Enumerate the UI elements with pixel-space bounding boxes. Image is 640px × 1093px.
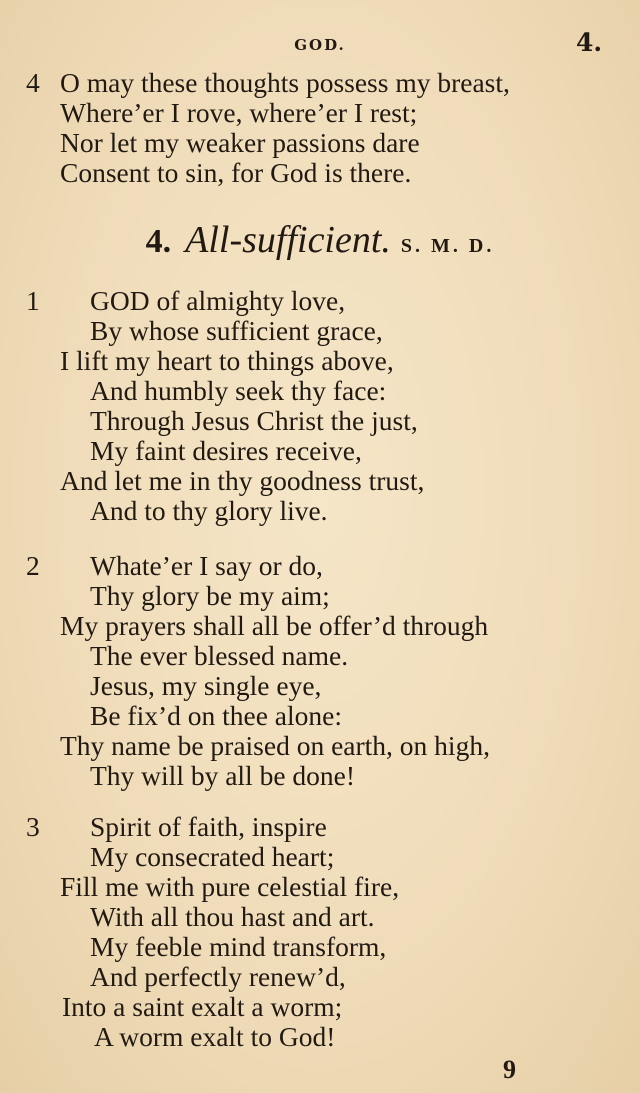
hymn-meter: S. M. D. [400,235,495,257]
verse-line: My faint desires receive, [90,435,362,466]
verse-line: Thy name be praised on earth, on high, [60,730,490,761]
verse-line: Where’er I rove, where’er I rest; [60,97,418,128]
verse-line: Spirit of faith, inspire [90,811,327,842]
stanza-number: 1 [26,285,40,316]
verse-line: And let me in thy goodness trust, [60,465,425,496]
verse-line: My consecrated heart; [90,841,335,872]
verse-line: Whate’er I say or do, [90,550,323,581]
verse-line: Fill me with pure celestial fire, [60,871,400,902]
verse-line: Into a saint exalt a worm; [62,991,343,1022]
verse-line: Consent to sin, for God is there. [60,157,412,188]
page-reference-number: 4. [576,28,603,57]
verse-line: I lift my heart to things above, [60,345,394,376]
stanza-number: 2 [26,550,40,581]
verse-line: GOD of almighty love, [90,285,346,316]
verse-line: My feeble mind transform, [90,931,387,962]
page-number: 9 [503,1055,516,1084]
running-head: GOD. [294,36,346,54]
verse-line: Thy will by all be done! [90,760,356,791]
verse-line: Jesus, my single eye, [90,670,322,701]
stanza-number: 4 [26,67,40,98]
verse-line: Thy glory be my aim; [90,580,330,611]
stanza-number: 3 [26,811,40,842]
verse-line: O may these thoughts possess my breast, [60,67,510,98]
verse-line: My prayers shall all be offer’d through [60,610,489,641]
hymn-number: 4. [145,223,172,260]
verse-line: By whose sufficient grace, [90,315,383,346]
hymn-title: All-sufficient. [185,219,391,261]
verse-line: Nor let my weaker passions dare [60,127,420,158]
verse-line: The ever blessed name. [90,640,349,671]
verse-line: And humbly seek thy face: [90,375,387,406]
verse-line: With all thou hast and art. [90,901,375,932]
verse-line: And perfectly renew’d, [90,961,346,992]
verse-line: Through Jesus Christ the just, [90,405,418,436]
hymn-heading [0,218,640,262]
verse-line: A worm exalt to God! [94,1021,336,1052]
verse-line: And to thy glory live. [90,495,328,526]
verse-line: Be fix’d on thee alone: [90,700,342,731]
